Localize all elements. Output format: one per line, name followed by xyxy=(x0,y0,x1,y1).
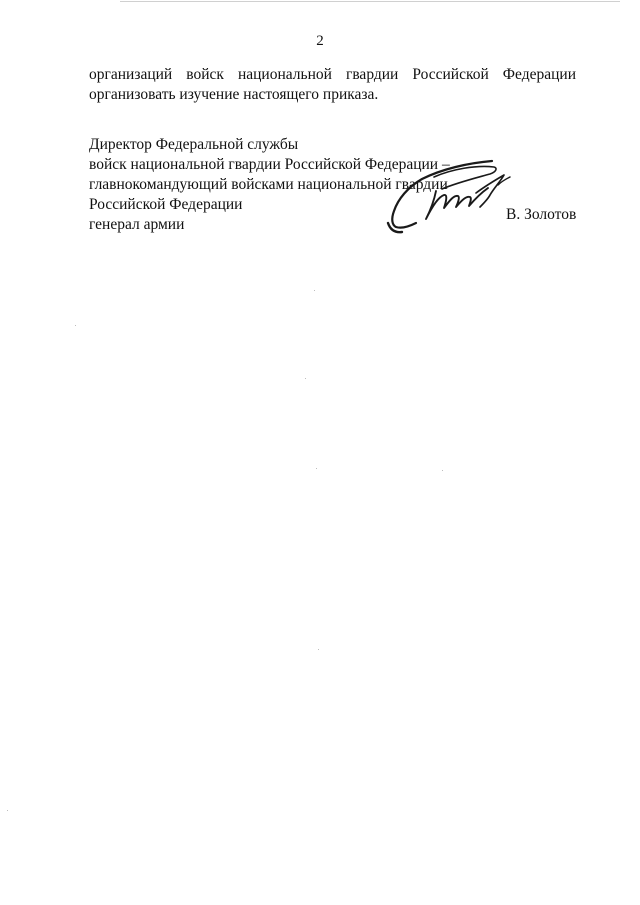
scan-speck xyxy=(75,325,76,326)
handwritten-signature-icon xyxy=(372,155,522,237)
scan-speck xyxy=(305,378,306,379)
signatory-rank: генерал армии xyxy=(89,216,185,233)
body-line-2: организовать изучение настоящего приказа. xyxy=(89,86,379,103)
scan-speck xyxy=(318,649,319,650)
body-line-1: организаций войск национальной гвардии Российской Федерации xyxy=(89,66,576,83)
scan-top-edge xyxy=(120,1,620,2)
signatory-title-line-1: Директор Федеральной службы xyxy=(89,136,299,153)
signer-name: В. Золотов xyxy=(506,206,577,223)
scan-speck xyxy=(316,468,317,469)
page-number: 2 xyxy=(316,33,324,49)
scan-speck xyxy=(7,810,8,811)
signatory-title-line-4: Российской Федерации xyxy=(89,196,243,213)
scan-speck xyxy=(314,290,315,291)
body-paragraph xyxy=(89,65,576,105)
scan-speck xyxy=(442,470,443,471)
signatory-title-line-2: войск национальной гвардии Российской Федерации – xyxy=(89,156,450,173)
signatory-title-line-3: главнокомандующий войсками национальной гвардии xyxy=(89,176,448,193)
